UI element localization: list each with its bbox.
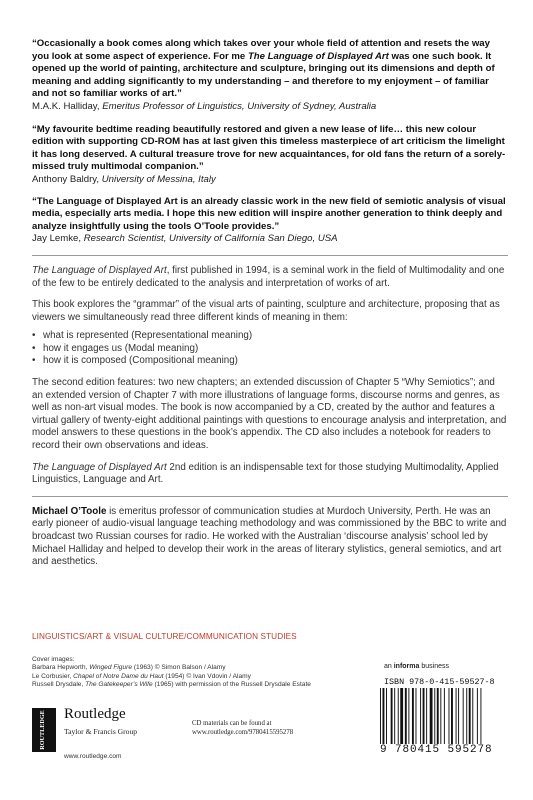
list-item: • how it is composed (Compositional meaning): [32, 355, 238, 367]
publisher-name: Routledge: [64, 706, 126, 722]
logo-mark-text: ROUTLEDGE: [39, 710, 46, 750]
credit-line: Russell Drysdale, The Gatekeeper’s Wife (1965) with permission of the Russell Drysdale Estate: [32, 681, 311, 689]
review-attribution: Jay Lemke, Research Scientist, University of California San Diego, USA: [32, 233, 338, 245]
bullet-icon: •: [32, 342, 36, 354]
description-intro: The Language of Displayed Art, first published in 1994, is a seminal work in the field of Multimodality and one of the few to be entirely dedicated to the analysis and interpretation of works of art.: [32, 264, 505, 289]
review-quote-text: “My favourite bedtime reading beautifully restored and given a new lease of life… this new colour edition with supporting CD-ROM has at last given this timeless masterpiece of art criticism the limelight it has long deserved. A cultural treasure trove for new acquaintances, for old fans the return of a sorely-missed truly multimodal companion.”: [32, 123, 506, 173]
bullet-icon: •: [32, 355, 36, 367]
barcode-number: 9 780415 595278: [380, 744, 493, 756]
section-divider: [32, 496, 508, 497]
description-grammar: This book explores the “grammar” of the visual arts of painting, sculpture and architecture, proposing that as viewers we simultaneously read three different kinds of meaning in them:: [32, 299, 500, 323]
review-quote-lemke: [32, 196, 508, 246]
list-item: • what is represented (Representational meaning): [32, 330, 253, 342]
credit-line: Barbara Hepworth, Winged Figure (1963) © Simon Balson / Alamy: [32, 664, 226, 672]
back-cover-content: [32, 38, 508, 578]
author-bio: Michael O’Toole is emeritus professor of communication studies at Murdoch University, Perth. He was an early pioneer of audio-visual language teaching methodology and was commissioned by the BBC to write and broadcast two Russian courses for radio. He worked with the Australian ‘discourse analysis’ school led by Michael Halliday and helped to develop their work in the areas of literary stylistics, general semiotics, and art and aesthetics.: [32, 505, 507, 568]
credit-line: Le Corbusier, Chapel of Notre Dame du Haut (1954) © Ivan Vdovin / Alamy: [32, 672, 251, 680]
barcode-icon: [378, 688, 508, 744]
cd-materials-note: CD materials can be found at www.routledge.com/9780415595278: [192, 720, 294, 737]
meanings-list: [32, 330, 508, 368]
subject-category: LINGUISTICS/ART & VISUAL CULTURE/COMMUNICATION STUDIES: [32, 632, 297, 641]
isbn-label: ISBN 978-0-415-59527-8: [384, 677, 495, 687]
review-attribution: Anthony Baldry, University of Messina, Italy: [32, 173, 216, 185]
review-attribution: M.A.K. Halliday, Emeritus Professor of Linguistics, University of Sydney, Australia: [32, 100, 377, 112]
review-quote-halliday: [32, 38, 508, 114]
description-closing: The Language of Displayed Art 2nd edition is an indispensable text for those studying Multimodality, Applied Linguistics, Language and Art.: [32, 461, 499, 486]
publisher-group: Taylor & Francis Group: [64, 727, 138, 736]
section-divider: [32, 255, 508, 256]
routledge-logo-icon: [32, 708, 56, 752]
review-quote-text: “The Language of Displayed Art is an already classic work in the new field of semiotic analysis of visual media, especially arts media. I hope this new edition will inspire another generation to think deeply and analyze insightfully using the tools O’Toole provides.”: [32, 195, 506, 232]
informa-business-label: an informa business: [384, 663, 449, 670]
bullet-icon: •: [32, 330, 36, 342]
cover-image-credits: Cover images: Barbara Hepworth, Winged Figure (1963) © Simon Balson / Alamy Le Corbusier, Chapel of Notre Dame du Haut (1954) © Ivan Vdovin / Alamy Russell Drysdale, The Gatekeeper’s Wife (1965) with permission of the Russell Drysdale Estate: [32, 656, 352, 690]
list-item: • how it engages us (Modal meaning): [32, 342, 199, 354]
description-second-edition: The second edition features: two new chapters; an extended discussion of Chapter 5 “Why Semiotics”; and an extended version of Chapter 7 with more illustrations of language forms, discourse norms and genres, as well as non-art visual modes. The book is now accompanied by a CD, created by the author and features a virtual gallery of twenty-eight additional paintings with questions to encourage analysis and interpretation, and model answers to these questions in the book’s appendix. The CD also includes a notebook for readers to record their own observations and ideas.: [32, 377, 507, 452]
review-quote-text: “Occasionally a book comes along which takes over your whole field of attention and resets the way you look at some aspect of experience. For me The Language of Displayed Art was one such book. It opened up the world of painting, architecture and sculpture, bringing out its dimensions and depth of meaning and adding significantly to my understanding – and therefore to my enjoyment – of familiar and not so familiar works of art.”: [32, 38, 495, 100]
review-quote-baldry: [32, 124, 508, 187]
cd-materials-link[interactable]: www.routledge.com/9780415595278: [192, 729, 294, 737]
publisher-website[interactable]: www.routledge.com: [64, 753, 122, 760]
